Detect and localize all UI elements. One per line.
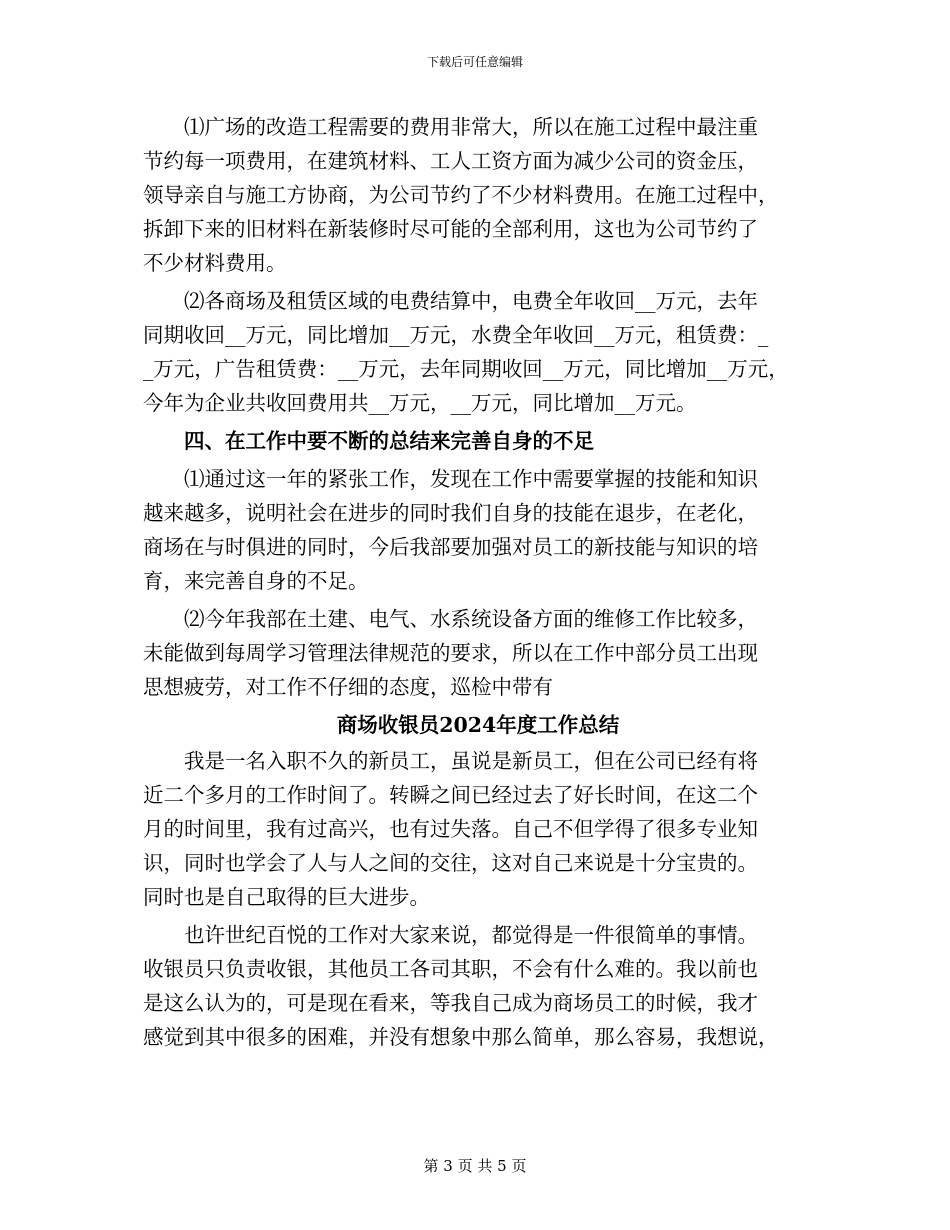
text-line: 商场在与时俱进的同时，今后我部要加强对员工的新技能与知识的培 (143, 535, 758, 559)
text-line: 同期收回__万元，同比增加__万元，水费全年收回__万元，租赁费：_ (143, 323, 769, 347)
text-line: 是这么认为的，可是现在看来，等我自己成为商场员工的时候，我才 (143, 991, 758, 1015)
text-line: ⑵今年我部在土建、电气、水系统设备方面的维修工作比较多， (184, 607, 758, 631)
text-line: 今年为企业共收回费用共__万元，__万元，同比增加__万元。 (143, 391, 697, 415)
text-line: 未能做到每周学习管理法律规范的要求，所以在工作中部分员工出现 (143, 641, 758, 665)
text-line: ⑴广场的改造工程需要的费用非常大，所以在施工过程中最注重 (184, 115, 758, 139)
text-line: 月的时间里，我有过高兴，也有过失落。自己不但学得了很多专业知 (143, 817, 758, 841)
page-footer: 第 3 页 共 5 页 (423, 1157, 527, 1175)
paragraph-6 (143, 918, 813, 1054)
text-line: 领导亲自与施工方协商，为公司节约了不少材料费用。在施工过程中， (143, 183, 779, 207)
text-line: ⑴通过这一年的紧张工作，发现在工作中需要掌握的技能和知识 (184, 467, 758, 491)
text-line: 拆卸下来的旧材料在新装修时尽可能的全部利用，这也为公司节约了 (143, 217, 758, 241)
text-line: 越来越多，说明社会在进步的同时我们自身的技能在退步，在老化， (143, 501, 758, 525)
paragraph-2 (143, 284, 813, 420)
page-header: 下载后可任意编辑 (426, 55, 523, 69)
paragraph-5 (143, 744, 813, 914)
text-line: 感觉到其中很多的困难，并没有想象中那么简单，那么容易，我想说， (143, 1025, 779, 1049)
text-line: 收银员只负责收银，其他员工各司其职，不会有什么难的。我以前也 (143, 957, 758, 981)
text-line: 不少材料费用。 (143, 251, 287, 275)
text-line: 节约每一项费用，在建筑材料、工人工资方面为减少公司的资金压， (143, 149, 758, 173)
paragraph-1 (143, 110, 813, 280)
text-line: ⑵各商场及租赁区域的电费结算中，电费全年收回__万元，去年 (184, 289, 758, 313)
text-line: 也许世纪百悦的工作对大家来说，都觉得是一件很简单的事情。 (184, 923, 758, 947)
paragraph-3 (143, 462, 813, 598)
text-line: 近二个多月的工作时间了。转瞬之间已经过去了好长时间，在这二个 (143, 783, 758, 807)
text-line: 同时也是自己取得的巨大进步。 (143, 885, 430, 909)
section-heading: 四、在工作中要不断的总结来完善自身的不足 (184, 429, 594, 453)
text-line: 我是一名入职不久的新员工，虽说是新员工，但在公司已经有将 (184, 749, 758, 773)
text-line: 育，来完善自身的不足。 (143, 569, 369, 593)
document-body (143, 110, 813, 1058)
paragraph-4 (143, 602, 813, 704)
text-line: 思想疲劳，对工作不仔细的态度，巡检中带有 (143, 675, 553, 699)
text-line: 识，同时也学会了人与人之间的交往，这对自己来说是十分宝贵的。 (143, 851, 758, 875)
text-line: _万元，广告租赁费：__万元，去年同期收回__万元，同比增加__万元， (143, 357, 789, 381)
document-title: 商场收银员2024年度工作总结 (336, 713, 620, 737)
